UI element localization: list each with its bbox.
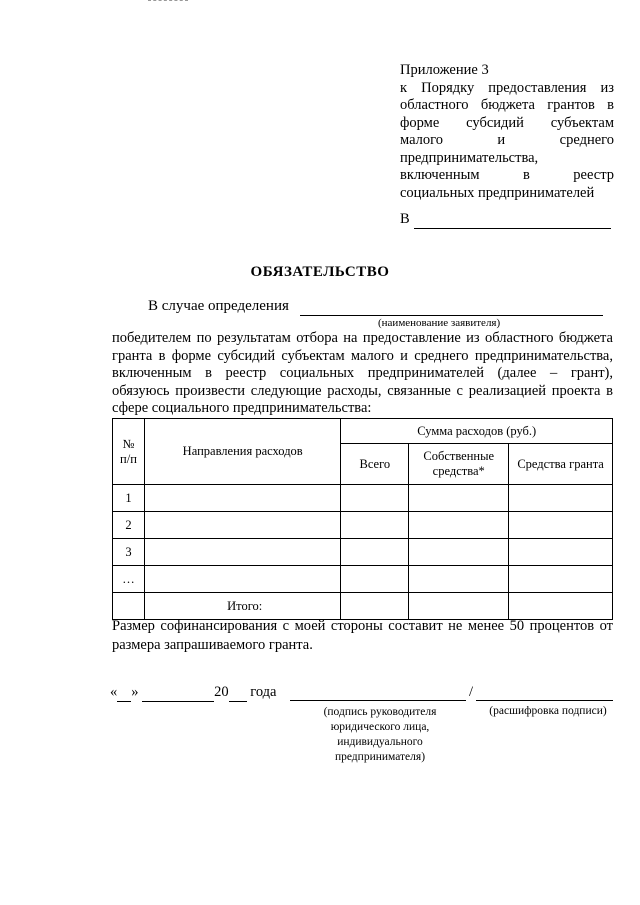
appendix-line: к Порядку предоставления из (400, 79, 614, 96)
appendix-line: областного бюджета грантов в (400, 97, 614, 113)
body-line: сфере социального предпринимательства: (112, 400, 372, 416)
cell-direction[interactable] (144, 512, 340, 539)
cell-direction[interactable] (144, 539, 340, 566)
appendix-line: Приложение 3 (400, 62, 489, 78)
cell-total[interactable] (341, 485, 409, 512)
signature-hint (300, 705, 460, 765)
total-num-cell (113, 593, 145, 620)
header-grant-funds: Средства гранта (509, 444, 613, 485)
signature-blank[interactable] (290, 700, 466, 701)
scan-mark (148, 0, 188, 3)
day-blank[interactable] (117, 684, 131, 702)
document-title: ОБЯЗАТЕЛЬСТВО (250, 264, 390, 280)
applicant-name-hint: (наименование заявителя) (378, 317, 501, 329)
expenses-table (112, 418, 613, 620)
cofinancing-line: Размер софинансирования с моей стороны составит не менее 50 процентов от (112, 618, 613, 634)
row-number: 3 (113, 539, 145, 566)
cell-grant[interactable] (509, 566, 613, 593)
month-blank[interactable] (142, 684, 214, 702)
quote-close: » (131, 684, 139, 700)
appendix-block (400, 62, 614, 202)
signature-hint-line: (подпись руководителя (323, 706, 437, 718)
quote-open: « (110, 684, 118, 700)
cell-own[interactable] (409, 539, 509, 566)
cell-total[interactable] (341, 539, 409, 566)
table-row (113, 485, 613, 512)
body-line: включенным в реестр социальных предпринимателей (далее – грант), (112, 365, 613, 381)
signature-decode-blank[interactable] (476, 700, 613, 701)
signature-decode-hint: (расшифровка подписи) (489, 705, 607, 717)
row-number: 2 (113, 512, 145, 539)
cell-own[interactable] (409, 512, 509, 539)
cell-total[interactable] (341, 566, 409, 593)
header-own-funds: Собственные средства* (409, 444, 509, 485)
row-number: … (113, 566, 145, 593)
cell-grant[interactable] (509, 485, 613, 512)
cell-own[interactable] (409, 485, 509, 512)
signature-hint-line: предпринимателя) (334, 751, 426, 763)
cell-direction[interactable] (144, 566, 340, 593)
appendix-line: включенным в реестр (400, 167, 614, 183)
cell-grant[interactable] (509, 593, 613, 620)
header-total: Всего (341, 444, 409, 485)
header-sum: Сумма расходов (руб.) (341, 419, 613, 444)
cell-grant[interactable] (509, 539, 613, 566)
year-suffix: года (250, 684, 277, 700)
cell-own[interactable] (409, 593, 509, 620)
table-row (113, 566, 613, 593)
signature-slash: / (469, 684, 474, 700)
body-line: обязуюсь произвести следующие расходы, связанные с реализацией проекта в (112, 382, 613, 399)
appendix-line: малого и среднего (400, 132, 614, 148)
body-line: гранта в форме субсидий субъектам малого и среднего предпринимательства, (112, 347, 613, 364)
cell-total[interactable] (341, 593, 409, 620)
row-number: 1 (113, 485, 145, 512)
addressee-field (400, 211, 614, 228)
cell-direction[interactable] (144, 485, 340, 512)
cofinancing-line: размера запрашиваемого гранта. (112, 637, 313, 653)
intro-text: В случае определения (148, 298, 289, 314)
cofinancing-text (112, 617, 613, 655)
applicant-name-blank[interactable] (300, 315, 603, 316)
cell-grant[interactable] (509, 512, 613, 539)
signature-hint-line: юридического лица, (330, 721, 430, 733)
header-direction: Направления расходов (144, 419, 340, 485)
appendix-line: социальных предпринимателей (400, 184, 595, 201)
appendix-line: форме субсидий субъектам (400, 114, 614, 131)
cell-total[interactable] (341, 512, 409, 539)
year-prefix: 20 (214, 684, 229, 700)
total-label: Итого: (144, 593, 340, 620)
year-blank[interactable] (229, 684, 247, 702)
body-line: победителем по результатам отбора на предоставление из областного бюджета (112, 330, 613, 346)
obligation-text (112, 330, 613, 418)
table-row (113, 539, 613, 566)
addressee-prefix: В (400, 211, 410, 227)
cell-own[interactable] (409, 566, 509, 593)
date-field (110, 684, 276, 702)
total-row (113, 593, 613, 620)
addressee-blank[interactable] (414, 228, 611, 229)
table-row (113, 512, 613, 539)
header-num: № п/п (113, 419, 145, 485)
signature-hint-line: индивидуального (337, 736, 423, 748)
appendix-line: предпринимательства, (400, 149, 539, 166)
